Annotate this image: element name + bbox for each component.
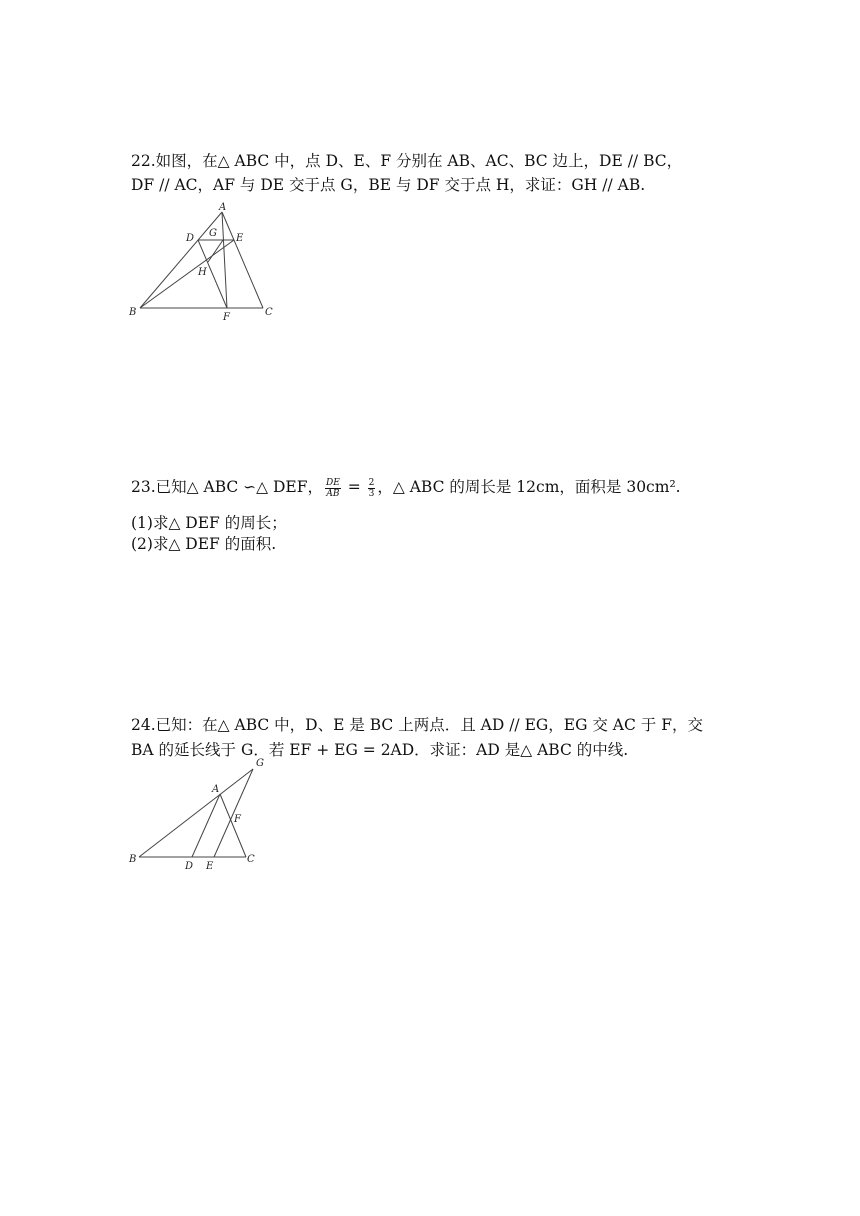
equals-sign: = (342, 478, 366, 496)
segment-bg (139, 769, 253, 857)
label-b: B (129, 307, 137, 318)
value-denominator: 3 (368, 488, 375, 499)
problem-22-line-2: DF // AC，AF 与 DE 交于点 G，BE 与 DF 交于点 H，求证：GH // AB. (131, 176, 646, 194)
label-a: A (219, 202, 227, 213)
label-f: F (234, 814, 241, 825)
problem-23-given-pre: 23.已知△ ABC ∽△ DEF， (131, 478, 323, 496)
label-c: C (265, 307, 273, 318)
label-c: C (247, 854, 255, 865)
segment-ac (220, 794, 246, 857)
problem-22-line-1: 22.如图，在△ ABC 中，点 D、E、F 分别在 AB、AC、BC 边上，DE // BC， (131, 152, 683, 170)
problem-24-figure (125, 755, 275, 875)
ratio-numerator: DE (326, 477, 340, 488)
label-d: D (186, 233, 195, 244)
problem-24-line-1: 24.已知：在△ ABC 中，D、E 是 BC 上两点．且 AD // EG，EG 交 AC 于 F，交 (131, 716, 703, 734)
segment-ac (222, 212, 263, 308)
problem-23-question-2: (2)求△ DEF 的面积. (131, 535, 277, 553)
label-a: A (212, 784, 220, 795)
segment-eg (214, 769, 253, 857)
segment-be (140, 240, 234, 308)
label-f: F (223, 312, 230, 323)
label-h: H (198, 267, 207, 278)
label-e: E (206, 861, 214, 872)
label-g: G (256, 758, 264, 769)
value-numerator: 2 (368, 477, 375, 488)
problem-23-line-1 (131, 476, 681, 499)
label-b: B (129, 854, 137, 865)
ratio-denominator: AB (326, 488, 340, 499)
label-g: G (209, 228, 217, 239)
segment-af (222, 212, 227, 308)
ratio-fraction (325, 478, 341, 499)
problem-23-given-post: ，△ ABC 的周长是 12cm，面积是 30cm². (377, 478, 681, 496)
segment-gh (208, 240, 223, 262)
problem-22-figure (125, 198, 285, 323)
segment-ad (192, 794, 220, 857)
problem-23-question-1: (1)求△ DEF 的周长； (131, 514, 287, 532)
label-d: D (185, 861, 194, 872)
problem-24-line-2: BA 的延长线于 G．若 EF + EG = 2AD．求证：AD 是△ ABC 的中线. (131, 741, 629, 759)
label-e: E (236, 233, 244, 244)
value-fraction (368, 478, 376, 499)
